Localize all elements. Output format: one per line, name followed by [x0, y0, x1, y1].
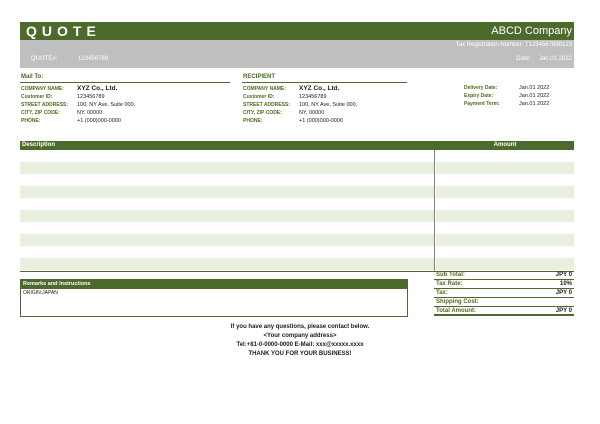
tax-row	[434, 289, 574, 298]
table-row	[20, 234, 434, 246]
table-row-amount	[436, 162, 574, 174]
quote-number-label: QUOTE#:	[31, 56, 58, 62]
document-title: QUOTE	[26, 23, 101, 39]
recipient-street-label: STREET ADDRESS:	[243, 102, 291, 108]
column-header-amount: Amount	[493, 142, 517, 148]
payment-term-value: Jan.01 2022	[519, 101, 550, 107]
recipient-rule	[242, 82, 407, 83]
footer-contact-details: Tel:+81-0-0000-0000 E-Mail: xxx@xxxxx.xxxx	[236, 342, 364, 348]
tax-value: JPY 0	[555, 290, 572, 296]
mail-street-value: 100, NY Ave, Suite 000,	[77, 102, 136, 108]
recipient-customer-id-label: Customer ID:	[243, 94, 275, 100]
recipient-customer-id-value: 123456789	[299, 94, 327, 100]
expiry-date-label: Expiry Date:	[464, 93, 494, 99]
mail-to-title: Mail To:	[21, 74, 44, 80]
table-row	[20, 210, 434, 222]
mail-customer-id-value: 123456789	[77, 94, 105, 100]
recipient-company-value: XYZ Co., Ltd.	[299, 85, 340, 92]
footer-thank-you: THANK YOU FOR YOUR BUSINESS!	[248, 351, 352, 357]
tax-rate-label: Tax Rate:	[436, 281, 463, 287]
table-row-amount	[436, 210, 574, 222]
mail-company-value: XYZ Co., Ltd.	[77, 85, 118, 92]
mail-phone-label: PHONE:	[21, 118, 41, 124]
delivery-date-label: Delivery Date:	[464, 85, 498, 91]
mail-street-label: STREET ADDRESS:	[21, 102, 69, 108]
mail-city-value: NY, 00000	[77, 110, 103, 116]
company-name: ABCD Company	[491, 25, 572, 37]
payment-term-label: Payment Term:	[464, 101, 500, 107]
table-row-amount	[436, 258, 574, 270]
quote-number: 123456789	[78, 56, 109, 62]
date-value: Jan.01 2022	[538, 56, 572, 62]
delivery-date-value: Jan.01 2022	[519, 85, 550, 91]
recipient-title: RECIPIENT	[243, 74, 276, 80]
subtotal-label: Sub Total:	[436, 272, 465, 278]
date-row	[516, 56, 572, 62]
date-label: Date:	[516, 56, 531, 62]
table-row-amount	[436, 186, 574, 198]
mail-company-label: COMPANY NAME:	[21, 86, 64, 92]
remarks-text: ORIGIN:JAPAN	[23, 290, 58, 296]
tax-rate-value: 10%	[559, 281, 572, 287]
total-value: JPY 0	[555, 308, 572, 314]
table-row-amount	[436, 234, 574, 246]
table-row	[20, 258, 434, 270]
shipping-label: Shipping Cost:	[436, 299, 479, 305]
table-row	[20, 162, 434, 174]
mail-customer-id-label: Customer ID:	[21, 94, 53, 100]
tax-label: Tax:	[436, 290, 448, 296]
expiry-date-value: Jan.01 2022	[519, 93, 550, 99]
mail-city-label: CITY, ZIP CODE:	[21, 110, 60, 116]
recipient-street-value: 100, NY Ave, Suite 000,	[299, 102, 358, 108]
column-header-description: Description	[22, 142, 56, 148]
recipient-phone-value: +1 (000)000-0000	[299, 118, 343, 124]
mail-phone-value: +1 (000)000-0000	[77, 118, 121, 124]
footer-address: <Your company address>	[263, 333, 337, 339]
tax-registration: Tax Registration Number: T1234567890123	[455, 42, 572, 48]
total-label: Total Amount:	[436, 308, 476, 314]
table-row	[20, 186, 434, 198]
mail-to-rule	[20, 82, 230, 83]
subtotal-value: JPY 0	[555, 272, 572, 278]
footer-contact-intro: If you have any questions, please contact below.	[230, 324, 370, 330]
recipient-company-label: COMPANY NAME:	[243, 86, 286, 92]
recipient-city-value: NY, 00000	[299, 110, 325, 116]
remarks-title: Remarks and Instructions	[23, 281, 91, 287]
recipient-phone-label: PHONE:	[243, 118, 263, 124]
recipient-city-label: CITY, ZIP CODE:	[243, 110, 282, 116]
column-divider	[434, 150, 435, 271]
